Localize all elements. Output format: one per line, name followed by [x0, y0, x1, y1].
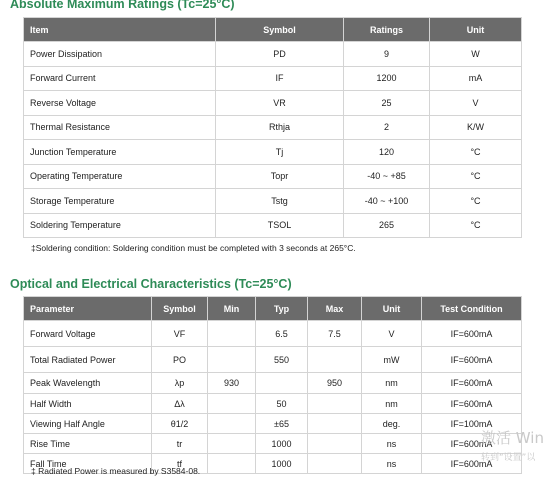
table-cell: VR — [216, 91, 344, 116]
table-cell: IF=600mA — [422, 347, 522, 373]
table-cell: -40 ~ +100 — [344, 189, 430, 214]
table-cell — [308, 394, 362, 414]
table-cell: 6.5 — [256, 321, 308, 347]
table-cell — [308, 434, 362, 454]
column-header: Unit — [430, 18, 522, 42]
table-cell: °C — [430, 213, 522, 238]
table-cell: °C — [430, 164, 522, 189]
table-cell: tf — [152, 454, 208, 474]
column-header: Symbol — [152, 297, 208, 321]
table-cell: °C — [430, 189, 522, 214]
table-cell: Junction Temperature — [24, 140, 216, 165]
table-cell: nm — [362, 373, 422, 394]
column-header: Max — [308, 297, 362, 321]
table-cell: IF=600mA — [422, 373, 522, 394]
table-cell: Topr — [216, 164, 344, 189]
column-header: Symbol — [216, 18, 344, 42]
table-cell: 25 — [344, 91, 430, 116]
table-cell: 550 — [256, 347, 308, 373]
table-row — [24, 213, 522, 238]
table-cell: 2 — [344, 115, 430, 140]
watermark-line-1: 激活 Win — [481, 429, 544, 447]
table-cell: Reverse Voltage — [24, 91, 216, 116]
table-cell: 1200 — [344, 66, 430, 91]
table-cell: Forward Voltage — [24, 321, 152, 347]
column-header: Test Condition — [422, 297, 522, 321]
table-cell — [308, 454, 362, 474]
table-cell: Forward Current — [24, 66, 216, 91]
table-cell: 930 — [208, 373, 256, 394]
table-cell: PO — [152, 347, 208, 373]
table-cell: Rthja — [216, 115, 344, 140]
table-row — [24, 373, 522, 394]
column-header: Ratings — [344, 18, 430, 42]
table-cell: Total Radiated Power — [24, 347, 152, 373]
table-cell: K/W — [430, 115, 522, 140]
table-cell: Tj — [216, 140, 344, 165]
table-cell: V — [362, 321, 422, 347]
table-cell: 1000 — [256, 454, 308, 474]
radiated-power-footnote: ‡ Radiated Power is measured by S3584-08. — [31, 466, 201, 476]
table-cell: PD — [216, 42, 344, 67]
table-cell — [208, 414, 256, 434]
table-cell: 1000 — [256, 434, 308, 454]
table-cell: Thermal Resistance — [24, 115, 216, 140]
table-cell: Power Dissipation — [24, 42, 216, 67]
table-cell: W — [430, 42, 522, 67]
table-cell: IF=600mA — [422, 321, 522, 347]
column-header: Parameter — [24, 297, 152, 321]
table-row — [24, 140, 522, 165]
table-cell — [308, 347, 362, 373]
table-cell — [256, 373, 308, 394]
absolute-max-ratings-title: Absolute Maximum Ratings (Tc=25°C) — [10, 0, 235, 11]
table-cell: ±65 — [256, 414, 308, 434]
table-row — [24, 66, 522, 91]
column-header: Unit — [362, 297, 422, 321]
table-row — [24, 91, 522, 116]
soldering-footnote: ‡Soldering condition: Soldering condition must be completed with 3 seconds at 265°C. — [31, 243, 356, 253]
table-cell: 7.5 — [308, 321, 362, 347]
table-cell: Storage Temperature — [24, 189, 216, 214]
table-cell: Peak Wavelength — [24, 373, 152, 394]
table-cell: nm — [362, 394, 422, 414]
table-cell: V — [430, 91, 522, 116]
table-row — [24, 414, 522, 434]
table-cell: ns — [362, 434, 422, 454]
table-cell: mA — [430, 66, 522, 91]
absolute-max-ratings-table — [23, 17, 522, 238]
table-cell: 120 — [344, 140, 430, 165]
table-cell: deg. — [362, 414, 422, 434]
table-cell: IF=600mA — [422, 394, 522, 414]
table-row — [24, 189, 522, 214]
table-cell: Soldering Temperature — [24, 213, 216, 238]
table-cell — [208, 347, 256, 373]
table-header-row — [24, 18, 522, 42]
table-row — [24, 434, 522, 454]
table-row — [24, 321, 522, 347]
table-cell: -40 ~ +85 — [344, 164, 430, 189]
table-cell: Fall Time — [24, 454, 152, 474]
table-row — [24, 42, 522, 67]
table-cell: θ1/2 — [152, 414, 208, 434]
table-cell: Rise Time — [24, 434, 152, 454]
table-row — [24, 347, 522, 373]
table-cell: IF=600mA — [422, 454, 522, 474]
table-cell: ns — [362, 454, 422, 474]
column-header: Min — [208, 297, 256, 321]
table-cell: IF — [216, 66, 344, 91]
table-header-row — [24, 297, 522, 321]
table-cell: λp — [152, 373, 208, 394]
table-cell: IF=100mA — [422, 414, 522, 434]
table-row — [24, 394, 522, 414]
table-cell: Operating Temperature — [24, 164, 216, 189]
table-cell — [208, 394, 256, 414]
column-header: Item — [24, 18, 216, 42]
table-cell: mW — [362, 347, 422, 373]
table-cell: 9 — [344, 42, 430, 67]
table-row — [24, 115, 522, 140]
table-cell: Viewing Half Angle — [24, 414, 152, 434]
table-cell: 50 — [256, 394, 308, 414]
watermark-line-2: 转到“设置”以 — [481, 453, 536, 463]
table-cell: tr — [152, 434, 208, 454]
table-cell — [308, 414, 362, 434]
column-header: Typ — [256, 297, 308, 321]
table-cell — [208, 321, 256, 347]
table-cell: Half Width — [24, 394, 152, 414]
table-cell: °C — [430, 140, 522, 165]
optical-electrical-table — [23, 296, 522, 474]
table-cell — [208, 434, 256, 454]
table-cell — [208, 454, 256, 474]
table-cell: Tstg — [216, 189, 344, 214]
activation-watermark — [481, 427, 559, 463]
table-cell: VF — [152, 321, 208, 347]
table-cell: Δλ — [152, 394, 208, 414]
table-row — [24, 164, 522, 189]
table-cell: 265 — [344, 213, 430, 238]
table-cell: IF=600mA — [422, 434, 522, 454]
table-cell: 950 — [308, 373, 362, 394]
table-cell: TSOL — [216, 213, 344, 238]
optical-electrical-title: Optical and Electrical Characteristics (Tc=25°C) — [10, 277, 292, 291]
